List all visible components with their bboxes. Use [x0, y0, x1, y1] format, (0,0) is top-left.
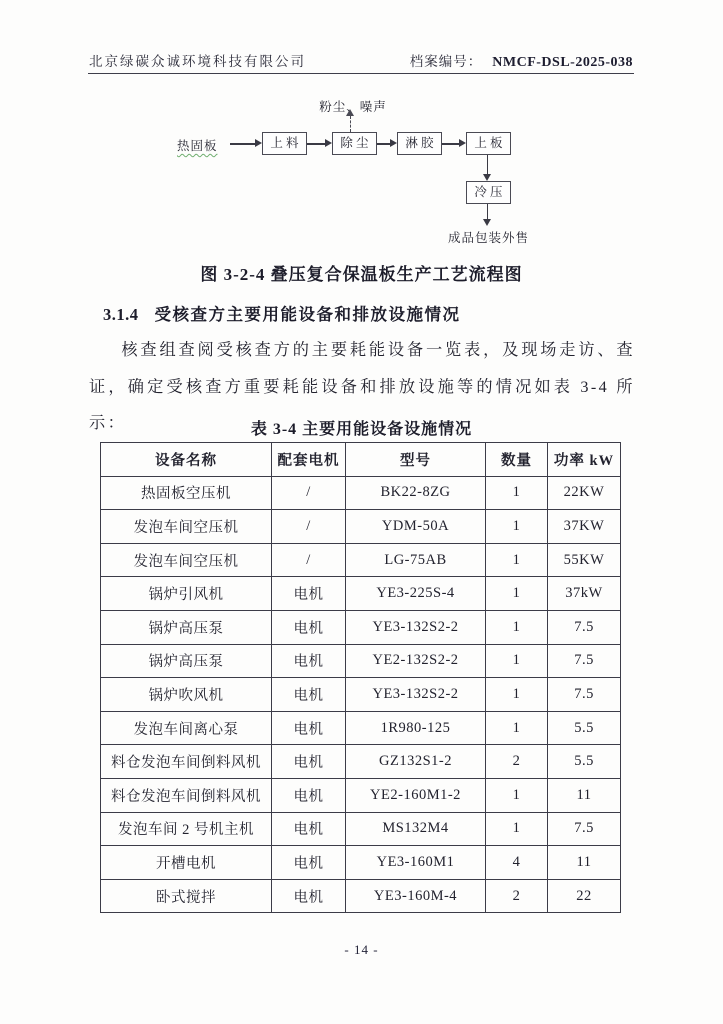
arrow-right-icon — [255, 139, 262, 147]
table-cell: YE2-160M1-2 — [346, 778, 486, 812]
equipment-table — [100, 442, 621, 913]
table-cell: 卧式搅拌 — [101, 879, 272, 913]
table-cell: 料仓发泡车间倒料风机 — [101, 778, 272, 812]
dashed-arrow-line — [350, 116, 351, 132]
flow-step-boarding: 上 板 — [466, 132, 511, 155]
table-cell: 锅炉引风机 — [101, 577, 272, 611]
arrow-line — [442, 143, 459, 145]
page-header — [89, 50, 633, 71]
body-paragraph: 核查组查阅受核查方的主要耗能设备一览表，及现场走访、查证，确定受核查方重要耗能设备和排放设施等的情况如表 3-4 所示： — [89, 341, 635, 432]
table-cell: / — [272, 543, 346, 577]
flow-step-dedusting: 除 尘 — [332, 132, 377, 155]
arrow-down-icon — [483, 219, 491, 226]
arrow-line — [230, 143, 255, 145]
equipment-table-body — [101, 476, 621, 913]
table-cell: 55KW — [548, 543, 621, 577]
table-cell: 37kW — [548, 577, 621, 611]
table-cell: YE3-160M1 — [346, 846, 486, 880]
table-cell: 发泡车间空压机 — [101, 510, 272, 544]
table-cell: 1 — [486, 476, 548, 510]
table-cell: 电机 — [272, 745, 346, 779]
column-header: 功率 kW — [548, 443, 621, 477]
column-header: 数量 — [486, 443, 548, 477]
table-cell: 电机 — [272, 644, 346, 678]
table-cell: 5.5 — [548, 711, 621, 745]
arrow-right-icon — [390, 139, 397, 147]
table-cell: 4 — [486, 846, 548, 880]
arrow-up-icon — [346, 109, 354, 116]
arrow-line — [487, 155, 489, 174]
table-row — [101, 812, 621, 846]
section-title: 受核查方主要用能设备和排放设施情况 — [154, 305, 461, 324]
table-cell: 1 — [486, 577, 548, 611]
table-cell: 1 — [486, 644, 548, 678]
table-cell: 22 — [548, 879, 621, 913]
table-cell: 料仓发泡车间倒料风机 — [101, 745, 272, 779]
table-cell: 5.5 — [548, 745, 621, 779]
table-cell: 电机 — [272, 812, 346, 846]
table-cell: 电机 — [272, 778, 346, 812]
table-cell: 1 — [486, 711, 548, 745]
table-cell: 电机 — [272, 577, 346, 611]
table-row — [101, 879, 621, 913]
table-cell: 电机 — [272, 678, 346, 712]
table-cell: 1 — [486, 510, 548, 544]
company-name: 北京绿碳众诚环境科技有限公司 — [89, 54, 306, 69]
table-cell: 7.5 — [548, 644, 621, 678]
table-cell: YDM-50A — [346, 510, 486, 544]
table-cell: GZ132S1-2 — [346, 745, 486, 779]
table-cell: YE3-160M-4 — [346, 879, 486, 913]
arrow-right-icon — [459, 139, 466, 147]
section-heading — [103, 301, 461, 325]
table-row — [101, 510, 621, 544]
table-cell: 11 — [548, 846, 621, 880]
table-cell: YE3-132S2-2 — [346, 678, 486, 712]
flow-step-gluing: 淋 胶 — [397, 132, 442, 155]
flow-emission-label: 粉尘、噪声 — [319, 100, 387, 114]
table-cell: 11 — [548, 778, 621, 812]
table-row — [101, 846, 621, 880]
table-cell: 2 — [486, 879, 548, 913]
table-cell: YE2-132S2-2 — [346, 644, 486, 678]
table-cell: YE3-225S-4 — [346, 577, 486, 611]
column-header: 配套电机 — [272, 443, 346, 477]
arrow-right-icon — [325, 139, 332, 147]
table-row — [101, 678, 621, 712]
arrow-line — [487, 204, 489, 219]
header-rule — [88, 73, 634, 74]
flow-step-feeding: 上 料 — [262, 132, 307, 155]
table-cell: 7.5 — [548, 610, 621, 644]
table-row — [101, 745, 621, 779]
column-header: 型号 — [346, 443, 486, 477]
table-row — [101, 577, 621, 611]
flow-output-label: 成品包装外售 — [448, 231, 530, 245]
archive-number-label: 档案编号： — [409, 54, 483, 69]
flow-input-label: 热固板 — [177, 139, 218, 153]
process-flow-diagram — [0, 95, 723, 245]
table-cell: 1 — [486, 678, 548, 712]
table-cell: 7.5 — [548, 812, 621, 846]
table-cell: / — [272, 476, 346, 510]
table-cell: LG-75AB — [346, 543, 486, 577]
table-cell: / — [272, 510, 346, 544]
table-cell: 电机 — [272, 711, 346, 745]
table-cell: 锅炉吹风机 — [101, 678, 272, 712]
table-cell: 1 — [486, 812, 548, 846]
table-cell: 开槽电机 — [101, 846, 272, 880]
table-cell: 1 — [486, 610, 548, 644]
table-cell: 22KW — [548, 476, 621, 510]
table-cell: YE3-132S2-2 — [346, 610, 486, 644]
arrow-line — [307, 143, 325, 145]
table-cell: 电机 — [272, 610, 346, 644]
table-cell: 锅炉高压泵 — [101, 644, 272, 678]
table-cell: BK22-8ZG — [346, 476, 486, 510]
table-cell: 1 — [486, 778, 548, 812]
table-row — [101, 778, 621, 812]
archive-number-group — [410, 50, 633, 71]
column-header: 设备名称 — [101, 443, 272, 477]
table-cell: 发泡车间离心泵 — [101, 711, 272, 745]
table-cell: 锅炉高压泵 — [101, 610, 272, 644]
table-row — [101, 644, 621, 678]
archive-number-value: NMCF-DSL-2025-038 — [492, 55, 633, 70]
table-cell: 电机 — [272, 846, 346, 880]
table-cell: 发泡车间空压机 — [101, 543, 272, 577]
table-row — [101, 476, 621, 510]
table-row — [101, 711, 621, 745]
table-cell: 7.5 — [548, 678, 621, 712]
figure-caption: 图 3-2-4 叠压复合保温板生产工艺流程图 — [200, 265, 523, 284]
arrow-down-icon — [483, 174, 491, 181]
table-cell: 2 — [486, 745, 548, 779]
table-cell: 电机 — [272, 879, 346, 913]
table-title: 表 3-4 主要用能设备设施情况 — [250, 421, 473, 438]
table-cell: 发泡车间 2 号机主机 — [101, 812, 272, 846]
table-cell: 1 — [486, 543, 548, 577]
equipment-table-header-row — [101, 443, 621, 477]
table-cell: 热固板空压机 — [101, 476, 272, 510]
table-row — [101, 610, 621, 644]
table-cell: 37KW — [548, 510, 621, 544]
table-cell: MS132M4 — [346, 812, 486, 846]
table-cell: 1R980-125 — [346, 711, 486, 745]
page-number: - 14 - — [344, 942, 379, 957]
flow-step-cold-press: 冷 压 — [466, 181, 511, 204]
arrow-line — [377, 143, 390, 145]
table-row — [101, 543, 621, 577]
section-number: 3.1.4 — [103, 305, 139, 324]
